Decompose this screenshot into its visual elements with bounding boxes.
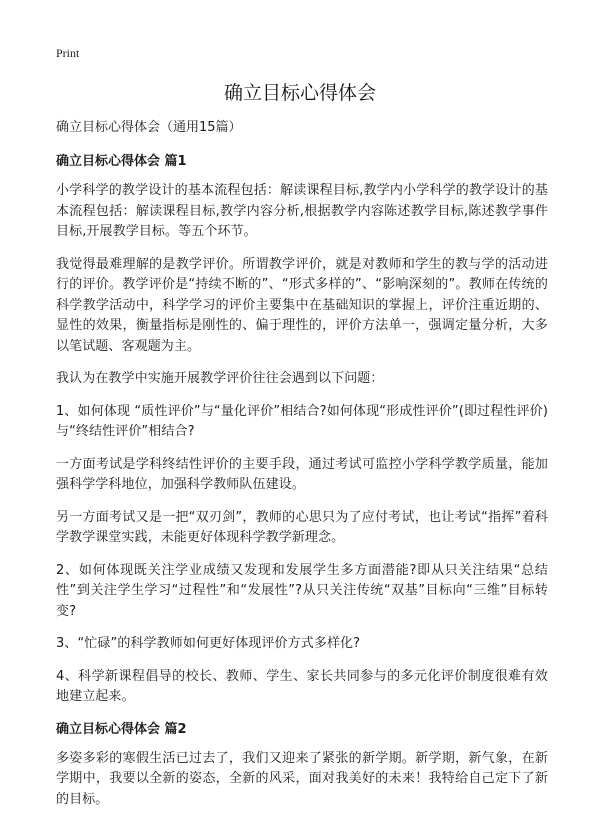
page-title: 确立目标心得体会	[223, 82, 376, 104]
paragraph: 2、如何体现既关注学业成绩又发现和发展学生多方面潜能?即从只关注结果“总结性”到关注学生学习“过程性”和“发展性”?从只关注传统“双基”目标向“三维”目标转变?	[56, 562, 548, 619]
document-body	[56, 118, 548, 822]
paragraph: 1、如何体现 “质性评价”与“量化评价”相结合?如何体现“形成性评价”(即过程性评价)与“终结性评价”相结合?	[56, 403, 548, 439]
document-subtitle: 确立目标心得体会（通用15篇）	[56, 120, 242, 135]
paragraph: 3、“忙碌”的科学教师如何更好体现评价方式多样化?	[56, 636, 361, 651]
print-link[interactable]: Print	[56, 46, 80, 60]
section-heading: 确立目标心得体会 篇1	[56, 154, 187, 169]
paragraph: 多姿多彩的寒假生活已过去了，我们又迎来了紧张的新学期。新学期，新气象，在新学期中，我要以全新的姿态，全新的风采，面对我美好的未来！我特给自己定下了新的目标。	[56, 750, 548, 807]
section-1	[56, 152, 548, 708]
paragraph: 我觉得最难理解的是教学评价。所谓教学评价，就是对教师和学生的教与学的活动进行的评价。教学评价是“持续不断的”、“形式多样的”、“影响深刻的”。教师在传统的科学教学活动中，科学学习的评价主要集中在基础知识的掌握上，评价注重近期的、显性的效果，衡量指标是刚性的、偏于理性的，评价方法单一，强调定量分析，大多以笔试题、客观题为主。	[56, 256, 548, 354]
paragraph: 小学科学的教学设计的基本流程包括：解读课程目标,教学内小学科学的教学设计的基本流程包括：解读课程目标,教学内容分析,根据教学内容陈述教学目标,陈述教学事件目标,开展教学目标。等五个环节。	[56, 183, 548, 239]
paragraph: 4、科学新课程倡导的校长、教师、学生、家长共同参与的多元化评价制度很难有效地建立起来。	[56, 668, 548, 704]
section-heading: 确立目标心得体会 篇2	[56, 721, 187, 737]
section-2	[56, 720, 548, 811]
paragraph: 另一方面考试又是一把“双刃剑”，教师的心思只为了应付考试，也让考试“指挥”着科学教学课堂实践，未能更好体现科学教学新理念。	[56, 509, 548, 545]
paragraph: 我认为在教学中实施开展教学评价往往会遇到以下问题：	[56, 371, 384, 386]
paragraph: 一方面考试是学科终结性评价的主要手段，通过考试可监控小学科学教学质量，能加强科学学科地位，加强科学教师队伍建设。	[56, 456, 548, 492]
